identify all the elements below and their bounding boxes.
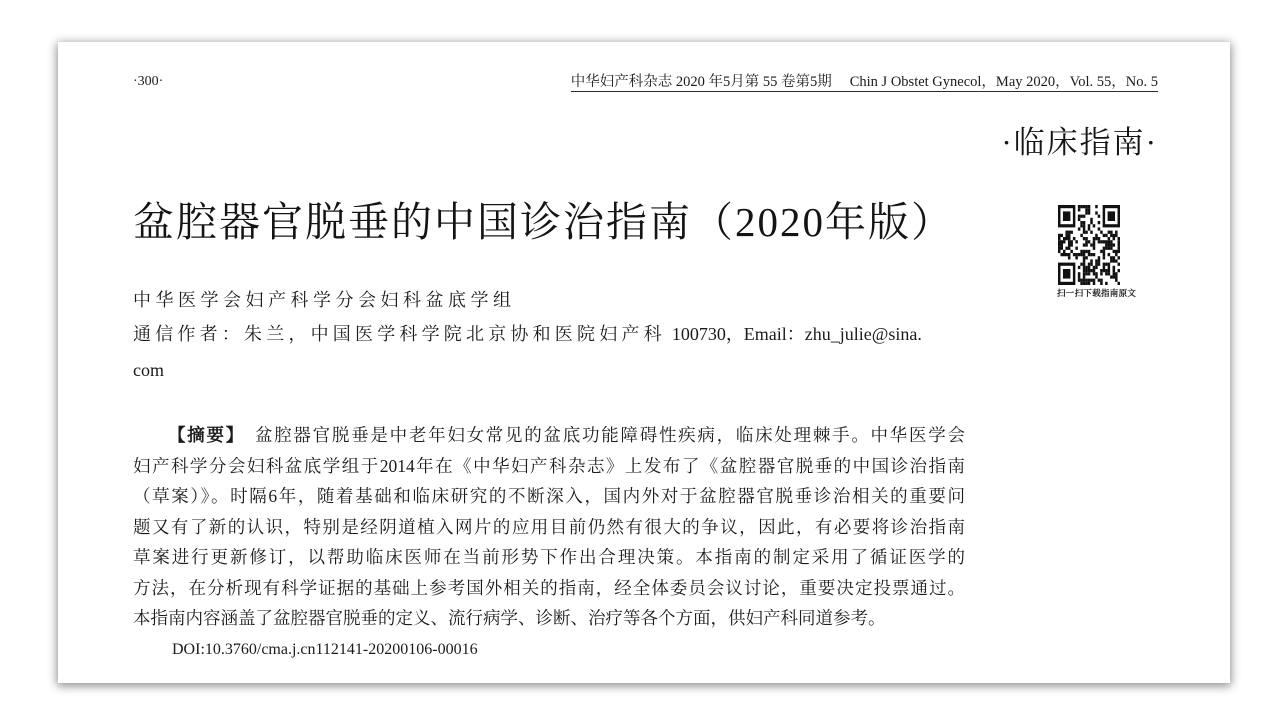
qr-module bbox=[1098, 227, 1101, 230]
qr-module bbox=[1093, 247, 1096, 250]
qr-module bbox=[1078, 205, 1081, 208]
abstract-line: 妇产科学分会妇科盆底学组于2014年在《中华妇产科杂志》上发布了《盆腔器官脱垂的中国诊治指南 bbox=[133, 455, 965, 476]
qr-module bbox=[1068, 237, 1071, 240]
qr-module bbox=[1090, 263, 1093, 266]
qr-module bbox=[1085, 211, 1088, 214]
qr-module bbox=[1083, 272, 1086, 275]
qr-module bbox=[1090, 221, 1093, 224]
qr-module bbox=[1083, 227, 1086, 230]
qr-module bbox=[1068, 231, 1071, 234]
qr-module bbox=[1093, 279, 1096, 282]
qr-module bbox=[1090, 243, 1093, 246]
qr-module bbox=[1075, 256, 1078, 259]
qr-module bbox=[1088, 250, 1091, 253]
qr-module bbox=[1065, 247, 1068, 250]
qr-module bbox=[1063, 240, 1066, 243]
qr-module bbox=[1095, 263, 1098, 266]
qr-module bbox=[1090, 231, 1093, 234]
qr-module bbox=[1068, 243, 1071, 246]
abstract-line-text: 盆腔器官脱垂是中老年妇女常见的盆底功能障碍性疾病，临床处理棘手。中华医学会 bbox=[254, 425, 966, 445]
abstract bbox=[133, 420, 965, 634]
qr-module bbox=[1083, 269, 1086, 272]
qr-module bbox=[1095, 211, 1098, 214]
qr-module bbox=[1058, 237, 1061, 240]
qr-module bbox=[1118, 269, 1120, 272]
qr-module bbox=[1115, 234, 1118, 237]
qr-module bbox=[1070, 240, 1073, 243]
qr-module bbox=[1108, 269, 1111, 272]
qr-caption: 扫一扫下载指南原文 bbox=[1057, 288, 1137, 298]
abstract-line: 方法，在分析现有科学证据的基础上参考国外相关的指南，经全体委员会议讨论，重要决定投票通过。 bbox=[133, 577, 965, 598]
qr-module bbox=[1095, 234, 1098, 237]
qr-module bbox=[1083, 231, 1086, 234]
qr-module bbox=[1118, 243, 1120, 246]
qr-module bbox=[1100, 250, 1103, 253]
qr-module bbox=[1085, 256, 1088, 259]
qr-module bbox=[1110, 234, 1113, 237]
qr-module bbox=[1113, 243, 1116, 246]
qr-module bbox=[1083, 256, 1086, 259]
qr-module bbox=[1078, 215, 1081, 218]
qr-module bbox=[1113, 237, 1116, 240]
qr-module bbox=[1078, 208, 1081, 211]
qr-module bbox=[1085, 250, 1088, 253]
qr-module bbox=[1085, 208, 1088, 211]
qr-module bbox=[1068, 247, 1071, 250]
qr-module bbox=[1105, 240, 1108, 243]
qr-module bbox=[1080, 221, 1083, 224]
qr-module bbox=[1083, 259, 1086, 262]
qr-module bbox=[1063, 250, 1066, 253]
qr-module bbox=[1118, 256, 1120, 259]
qr-module bbox=[1088, 205, 1091, 208]
qr-module bbox=[1105, 269, 1108, 272]
qr-module bbox=[1115, 259, 1118, 262]
qr-module bbox=[1090, 259, 1093, 262]
qr-module bbox=[1118, 247, 1120, 250]
qr-module bbox=[1080, 279, 1083, 282]
qr-module bbox=[1083, 237, 1086, 240]
qr-module bbox=[1085, 282, 1088, 285]
qr-block bbox=[1057, 205, 1149, 299]
qr-module bbox=[1083, 215, 1086, 218]
qr-module bbox=[1100, 272, 1103, 275]
qr-module bbox=[1083, 243, 1086, 246]
qr-module bbox=[1093, 272, 1096, 275]
qr-module bbox=[1108, 263, 1111, 266]
qr-module bbox=[1105, 272, 1108, 275]
qr-module bbox=[1058, 247, 1061, 250]
qr-module bbox=[1093, 240, 1096, 243]
qr-module bbox=[1108, 247, 1111, 250]
qr-module bbox=[1108, 253, 1111, 256]
qr-module bbox=[1113, 259, 1116, 262]
qr-module bbox=[1103, 269, 1106, 272]
document-page bbox=[58, 42, 1230, 683]
qr-module bbox=[1110, 231, 1113, 234]
qr-module bbox=[1095, 272, 1098, 275]
qr-module bbox=[1075, 253, 1078, 256]
qr-module bbox=[1085, 266, 1088, 269]
qr-module bbox=[1060, 247, 1063, 250]
qr-module bbox=[1070, 243, 1073, 246]
qr-module bbox=[1118, 240, 1120, 243]
qr-module bbox=[1105, 247, 1108, 250]
qr-module bbox=[1078, 272, 1081, 275]
qr-module bbox=[1108, 237, 1111, 240]
qr-module bbox=[1075, 240, 1078, 243]
qr-module bbox=[1083, 224, 1086, 227]
qr-module bbox=[1080, 234, 1083, 237]
qr-module bbox=[1118, 250, 1120, 253]
qr-module bbox=[1113, 234, 1116, 237]
qr-module bbox=[1110, 275, 1113, 278]
qr-module bbox=[1088, 224, 1091, 227]
qr-module bbox=[1083, 205, 1086, 208]
qr-module bbox=[1085, 205, 1088, 208]
qr-module bbox=[1105, 263, 1108, 266]
correspondence-affiliation: 通信作者：朱兰，中国医学科学院北京协和医院妇产科 bbox=[133, 324, 666, 344]
qr-module bbox=[1103, 234, 1106, 237]
qr-module bbox=[1080, 215, 1083, 218]
qr-module bbox=[1088, 269, 1091, 272]
qr-module bbox=[1113, 272, 1116, 275]
qr-module bbox=[1060, 253, 1063, 256]
qr-module bbox=[1118, 237, 1120, 240]
qr-module bbox=[1080, 250, 1083, 253]
qr-module bbox=[1070, 231, 1073, 234]
qr-module bbox=[1068, 234, 1071, 237]
qr-module bbox=[1103, 253, 1106, 256]
abstract-line: 题又有了新的认识，特别是经阴道植入网片的应用目前仍然有很大的争议，因此，有必要将诊治指南 bbox=[133, 516, 965, 537]
qr-module bbox=[1105, 282, 1108, 285]
qr-module bbox=[1090, 269, 1093, 272]
journal-name-en: Chin J Obstet Gynecol，May 2020，Vol. 55，No. 5 bbox=[849, 74, 1158, 90]
qr-module bbox=[1103, 247, 1106, 250]
abstract-line: （草案）》。时隔6年，随着基础和临床研究的不断深入，国内外对于盆腔器官脱垂诊治相关的重要问 bbox=[133, 486, 965, 506]
qr-finder-pattern bbox=[1063, 269, 1070, 279]
qr-module bbox=[1060, 234, 1063, 237]
qr-module bbox=[1063, 237, 1066, 240]
qr-module bbox=[1098, 221, 1101, 224]
qr-module bbox=[1060, 240, 1063, 243]
qr-module bbox=[1115, 272, 1118, 275]
correspondence-line bbox=[133, 323, 922, 345]
qr-module bbox=[1075, 247, 1078, 250]
qr-module bbox=[1108, 240, 1111, 243]
qr-finder-pattern bbox=[1108, 211, 1115, 221]
qr-module bbox=[1090, 279, 1093, 282]
qr-module bbox=[1078, 266, 1081, 269]
abstract-line: 本指南内容涵盖了盆腔器官脱垂的定义、流行病学、诊断、治疗等各个方面，供妇产科同道参考。 bbox=[133, 608, 886, 628]
qr-module bbox=[1068, 240, 1071, 243]
qr-module bbox=[1090, 253, 1093, 256]
qr-module bbox=[1110, 259, 1113, 262]
qr-module bbox=[1103, 250, 1106, 253]
qr-module bbox=[1080, 282, 1083, 285]
qr-module bbox=[1088, 253, 1091, 256]
abstract-line bbox=[133, 420, 965, 451]
qr-module bbox=[1068, 256, 1071, 259]
qr-module bbox=[1073, 237, 1076, 240]
qr-module bbox=[1095, 266, 1098, 269]
qr-module bbox=[1088, 227, 1091, 230]
qr-module bbox=[1105, 234, 1108, 237]
qr-module bbox=[1058, 240, 1061, 243]
qr-module bbox=[1093, 266, 1096, 269]
qr-module bbox=[1083, 250, 1086, 253]
qr-module bbox=[1115, 253, 1118, 256]
qr-module bbox=[1088, 240, 1091, 243]
qr-module bbox=[1088, 279, 1091, 282]
qr-module bbox=[1085, 231, 1088, 234]
qr-module bbox=[1090, 218, 1093, 221]
qr-module bbox=[1103, 266, 1106, 269]
qr-module bbox=[1110, 256, 1113, 259]
article-title: 盆腔器官脱垂的中国诊治指南（2020年版） bbox=[133, 199, 954, 245]
qr-module bbox=[1095, 259, 1098, 262]
qr-module bbox=[1108, 266, 1111, 269]
qr-module bbox=[1093, 282, 1096, 285]
qr-module bbox=[1103, 256, 1106, 259]
qr-module bbox=[1085, 243, 1088, 246]
qr-module bbox=[1088, 208, 1091, 211]
qr-module bbox=[1088, 211, 1091, 214]
qr-module bbox=[1085, 272, 1088, 275]
section-label: ·临床指南· bbox=[1001, 125, 1158, 160]
qr-module bbox=[1118, 282, 1120, 285]
page-number: ·300· bbox=[133, 74, 164, 89]
qr-module bbox=[1098, 256, 1101, 259]
qr-module bbox=[1080, 205, 1083, 208]
qr-module bbox=[1103, 263, 1106, 266]
qr-module bbox=[1098, 240, 1101, 243]
qr-module bbox=[1115, 231, 1118, 234]
correspondence-contact-continued: com bbox=[133, 360, 164, 380]
author-group: 中华医学会妇产科学分会妇科盆底学组 bbox=[133, 290, 516, 310]
qr-module bbox=[1110, 247, 1113, 250]
qr-module bbox=[1083, 266, 1086, 269]
qr-module bbox=[1118, 263, 1120, 266]
qr-module bbox=[1083, 279, 1086, 282]
qr-module bbox=[1115, 250, 1118, 253]
correspondence-contact: 100730，Email：zhu_julie@sina. bbox=[671, 324, 922, 344]
qr-module bbox=[1088, 263, 1091, 266]
qr-module bbox=[1068, 253, 1071, 256]
qr-code-icon bbox=[1058, 205, 1120, 285]
qr-module bbox=[1080, 224, 1083, 227]
qr-module bbox=[1113, 266, 1116, 269]
qr-module bbox=[1088, 266, 1091, 269]
qr-module bbox=[1070, 250, 1073, 253]
qr-module bbox=[1103, 240, 1106, 243]
qr-module bbox=[1080, 253, 1083, 256]
qr-finder-pattern bbox=[1063, 211, 1070, 221]
qr-module bbox=[1110, 240, 1113, 243]
qr-module bbox=[1095, 275, 1098, 278]
qr-module bbox=[1098, 237, 1101, 240]
qr-module bbox=[1078, 253, 1081, 256]
qr-module bbox=[1060, 243, 1063, 246]
qr-module bbox=[1095, 237, 1098, 240]
running-header bbox=[571, 73, 1158, 92]
qr-module bbox=[1078, 227, 1081, 230]
qr-module bbox=[1113, 275, 1116, 278]
qr-module bbox=[1058, 250, 1061, 253]
qr-module bbox=[1058, 234, 1061, 237]
qr-module bbox=[1098, 279, 1101, 282]
abstract-line: 草案进行更新修订，以帮助临床医师在当前形势下作出合理决策。本指南的制定采用了循证医学的 bbox=[133, 547, 965, 567]
qr-module bbox=[1065, 234, 1068, 237]
qr-module bbox=[1113, 250, 1116, 253]
qr-module bbox=[1093, 269, 1096, 272]
qr-module bbox=[1073, 253, 1076, 256]
qr-module bbox=[1108, 272, 1111, 275]
qr-module bbox=[1095, 205, 1098, 208]
abstract-label: 【摘要】 bbox=[168, 425, 245, 445]
qr-module bbox=[1098, 263, 1101, 266]
qr-module bbox=[1065, 231, 1068, 234]
qr-module bbox=[1100, 240, 1103, 243]
qr-module bbox=[1085, 279, 1088, 282]
doi: DOI:10.3760/cma.j.cn112141-20200106-00016 bbox=[172, 641, 478, 658]
qr-module bbox=[1113, 256, 1116, 259]
qr-module bbox=[1063, 253, 1066, 256]
qr-module bbox=[1105, 243, 1108, 246]
qr-module bbox=[1100, 269, 1103, 272]
qr-module bbox=[1093, 237, 1096, 240]
qr-module bbox=[1115, 279, 1118, 282]
qr-module bbox=[1088, 282, 1091, 285]
qr-module bbox=[1078, 275, 1081, 278]
qr-module bbox=[1083, 263, 1086, 266]
qr-module bbox=[1085, 269, 1088, 272]
journal-name-cn: 中华妇产科杂志 2020 年5月第 55 卷第5期 bbox=[570, 74, 832, 90]
qr-module bbox=[1093, 253, 1096, 256]
qr-module bbox=[1085, 237, 1088, 240]
qr-module bbox=[1100, 282, 1103, 285]
qr-module bbox=[1080, 263, 1083, 266]
qr-module bbox=[1083, 253, 1086, 256]
qr-module bbox=[1093, 243, 1096, 246]
qr-module bbox=[1078, 218, 1081, 221]
qr-module bbox=[1058, 243, 1061, 246]
qr-module bbox=[1108, 243, 1111, 246]
qr-module bbox=[1098, 259, 1101, 262]
qr-module bbox=[1110, 243, 1113, 246]
qr-module bbox=[1083, 282, 1086, 285]
qr-module bbox=[1098, 215, 1101, 218]
qr-module bbox=[1100, 231, 1103, 234]
qr-module bbox=[1065, 237, 1068, 240]
qr-module bbox=[1093, 224, 1096, 227]
qr-module bbox=[1108, 231, 1111, 234]
qr-module bbox=[1083, 221, 1086, 224]
qr-module bbox=[1113, 269, 1116, 272]
qr-module bbox=[1115, 275, 1118, 278]
qr-module bbox=[1065, 253, 1068, 256]
qr-module bbox=[1100, 279, 1103, 282]
qr-module bbox=[1083, 275, 1086, 278]
qr-module bbox=[1078, 279, 1081, 282]
qr-module bbox=[1085, 240, 1088, 243]
qr-module bbox=[1088, 272, 1091, 275]
